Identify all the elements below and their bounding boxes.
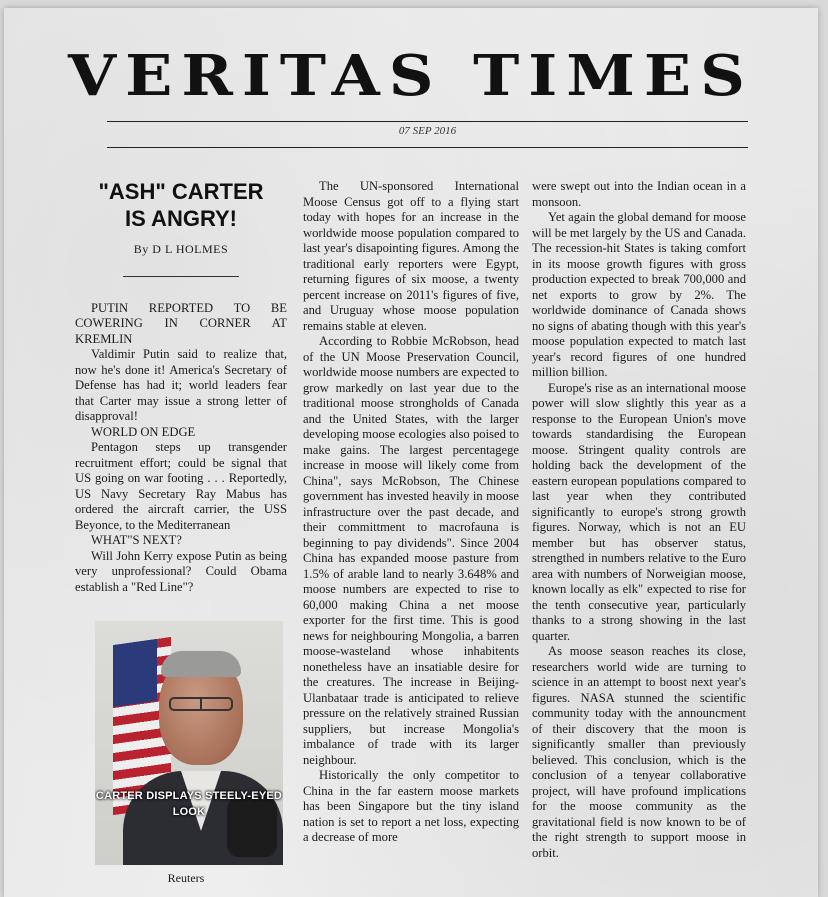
- newspaper-page: [4, 8, 818, 897]
- paragraph: Europe's rise as an international moose power will slow slightly this year as a response to the European Union's move towards standardising the European moose. Stringent quality controls are holding back the development of the eastern european populations compared to last year when they contributed significantly to europe's strong growth figures. Norway, which is not an EU member but has observer status, strengthed in numbers relative to the Euro area with numbers of Norweigian moose, known locally as elk" expected to rise for the tenth consecutive year, particularly thanks to a strong showing in the last quarter.: [532, 380, 746, 643]
- column-middle: [303, 179, 519, 846]
- hair-graphic: [161, 651, 241, 677]
- paragraph: Historically the only competitor to China in the far eastern moose markets has been Singapore but the tiny island nation is set to report a net loss, expecting a decrease of more: [303, 768, 519, 844]
- photo-caption: CARTER DISPLAYS STEELY-EYED LOOK: [95, 790, 283, 818]
- subhead-kremlin: PUTIN REPORTED TO BE COWERING IN CORNER AT KREMLIN: [75, 300, 287, 346]
- column-right: [532, 179, 746, 861]
- headline-line-1: "ASH" CARTER: [98, 179, 264, 204]
- column-left: [75, 178, 287, 887]
- byline: By D L HOLMES: [133, 242, 229, 256]
- paragraph: According to Robbie McRobson, head of the UN Moose Preservation Council, worldwide moose numbers are expected to grow markedly on last year due to the traditional moose strongholds of Canada and the United States, with the larger developing moose ecologies also poised to make gains. The largest percentagege increase in moose will likely come from China", says McRobson, The Chinese government has invested heavily in moose infrastructure over the past decade, and their committment to macrofauna is beginning to pay dividends". Since 2004 China has expanded moose pasture from 1.5% of arable land to nearly 3.648% and moose numbers are expected to rise to 60,000 making China a net moose exporter for the first time. This is good news for neighbouring Mongolia, a barren moose-wasteland whose inhabitents nonetheless have an insatiable desire for the creatures. The increase in Beijing-Ulanbataar trade is anticipated to relieve pressure on the relatively strained Russian suppliers, but increase Mongolia's imbalance of trade with its larger neighbour.: [303, 334, 519, 767]
- paragraph: Will John Kerry expose Putin as being very unprofessional? Could Obama establish a "Red Line"?: [75, 548, 287, 594]
- headline-line-2: IS ANGRY!: [124, 206, 238, 231]
- subhead-whats-next: WHAT"S NEXT?: [91, 533, 182, 547]
- paragraph: were swept out into the Indian ocean in a monsoon.: [532, 179, 746, 209]
- byline-divider: [123, 276, 239, 277]
- paragraph: Yet again the global demand for moose will be met largely by the US and Canada. The recession-hit States is taking comfort in its moose growth figures with gross production expected to break 700,000 and net exports to grow by 2%. The worldwide dominance of Canada shows no signs of abating though with this year's moose population expected to match last year's record figures of one hundred million billion.: [532, 210, 746, 379]
- masthead-bottom-rule: [107, 147, 748, 148]
- paragraph: As moose season reaches its close, researchers world wide are turning to science in an attempt to boost next year's figures. NASA stunned the scientific community today with the announcment of their discovery that the moon is significantly smaller than previously believed. This conclusion, which is the conclusion of a tenyear collaborative project, will have profound implications for the moose community as the gravitational field is now known to be of the right strength to support moose in orbit.: [532, 644, 746, 860]
- photo-credit: Reuters: [167, 871, 205, 885]
- subhead-world-on-edge: WORLD ON EDGE: [91, 424, 196, 439]
- masthead-top-rule: [107, 121, 748, 122]
- headline: [75, 178, 287, 232]
- dateline: 07 SEP 2016: [398, 125, 457, 137]
- masthead-title: VERITAS TIMES: [68, 42, 754, 109]
- glasses-graphic: [169, 697, 233, 711]
- paragraph: The UN-sponsored International Moose Census got off to a flying start today with hopes for an increase in the worldwide moose population compared to last year's disapointing figures. Among the traditional early reporters were Egypt, returning figures of six moose, a twenty percent increase on 2011's figures of five, and Uruguay whose moose population remains stable at eleven.: [303, 179, 519, 333]
- paragraph: Pentagon steps up transgender recruitment effort; could be signal that US going on war footing . . . Reportedly, US Navy Secretary Ray Mabus has ordered the aircraft carrier, the USS Beyonce, to the Mediterranean: [75, 440, 287, 532]
- carter-photo: [95, 621, 283, 865]
- paragraph: Valdimir Putin said to realize that, now he's done it! America's Secretary of Defense has had it; world leaders fear that Carter may issue a strong letter of disapproval!: [75, 347, 287, 423]
